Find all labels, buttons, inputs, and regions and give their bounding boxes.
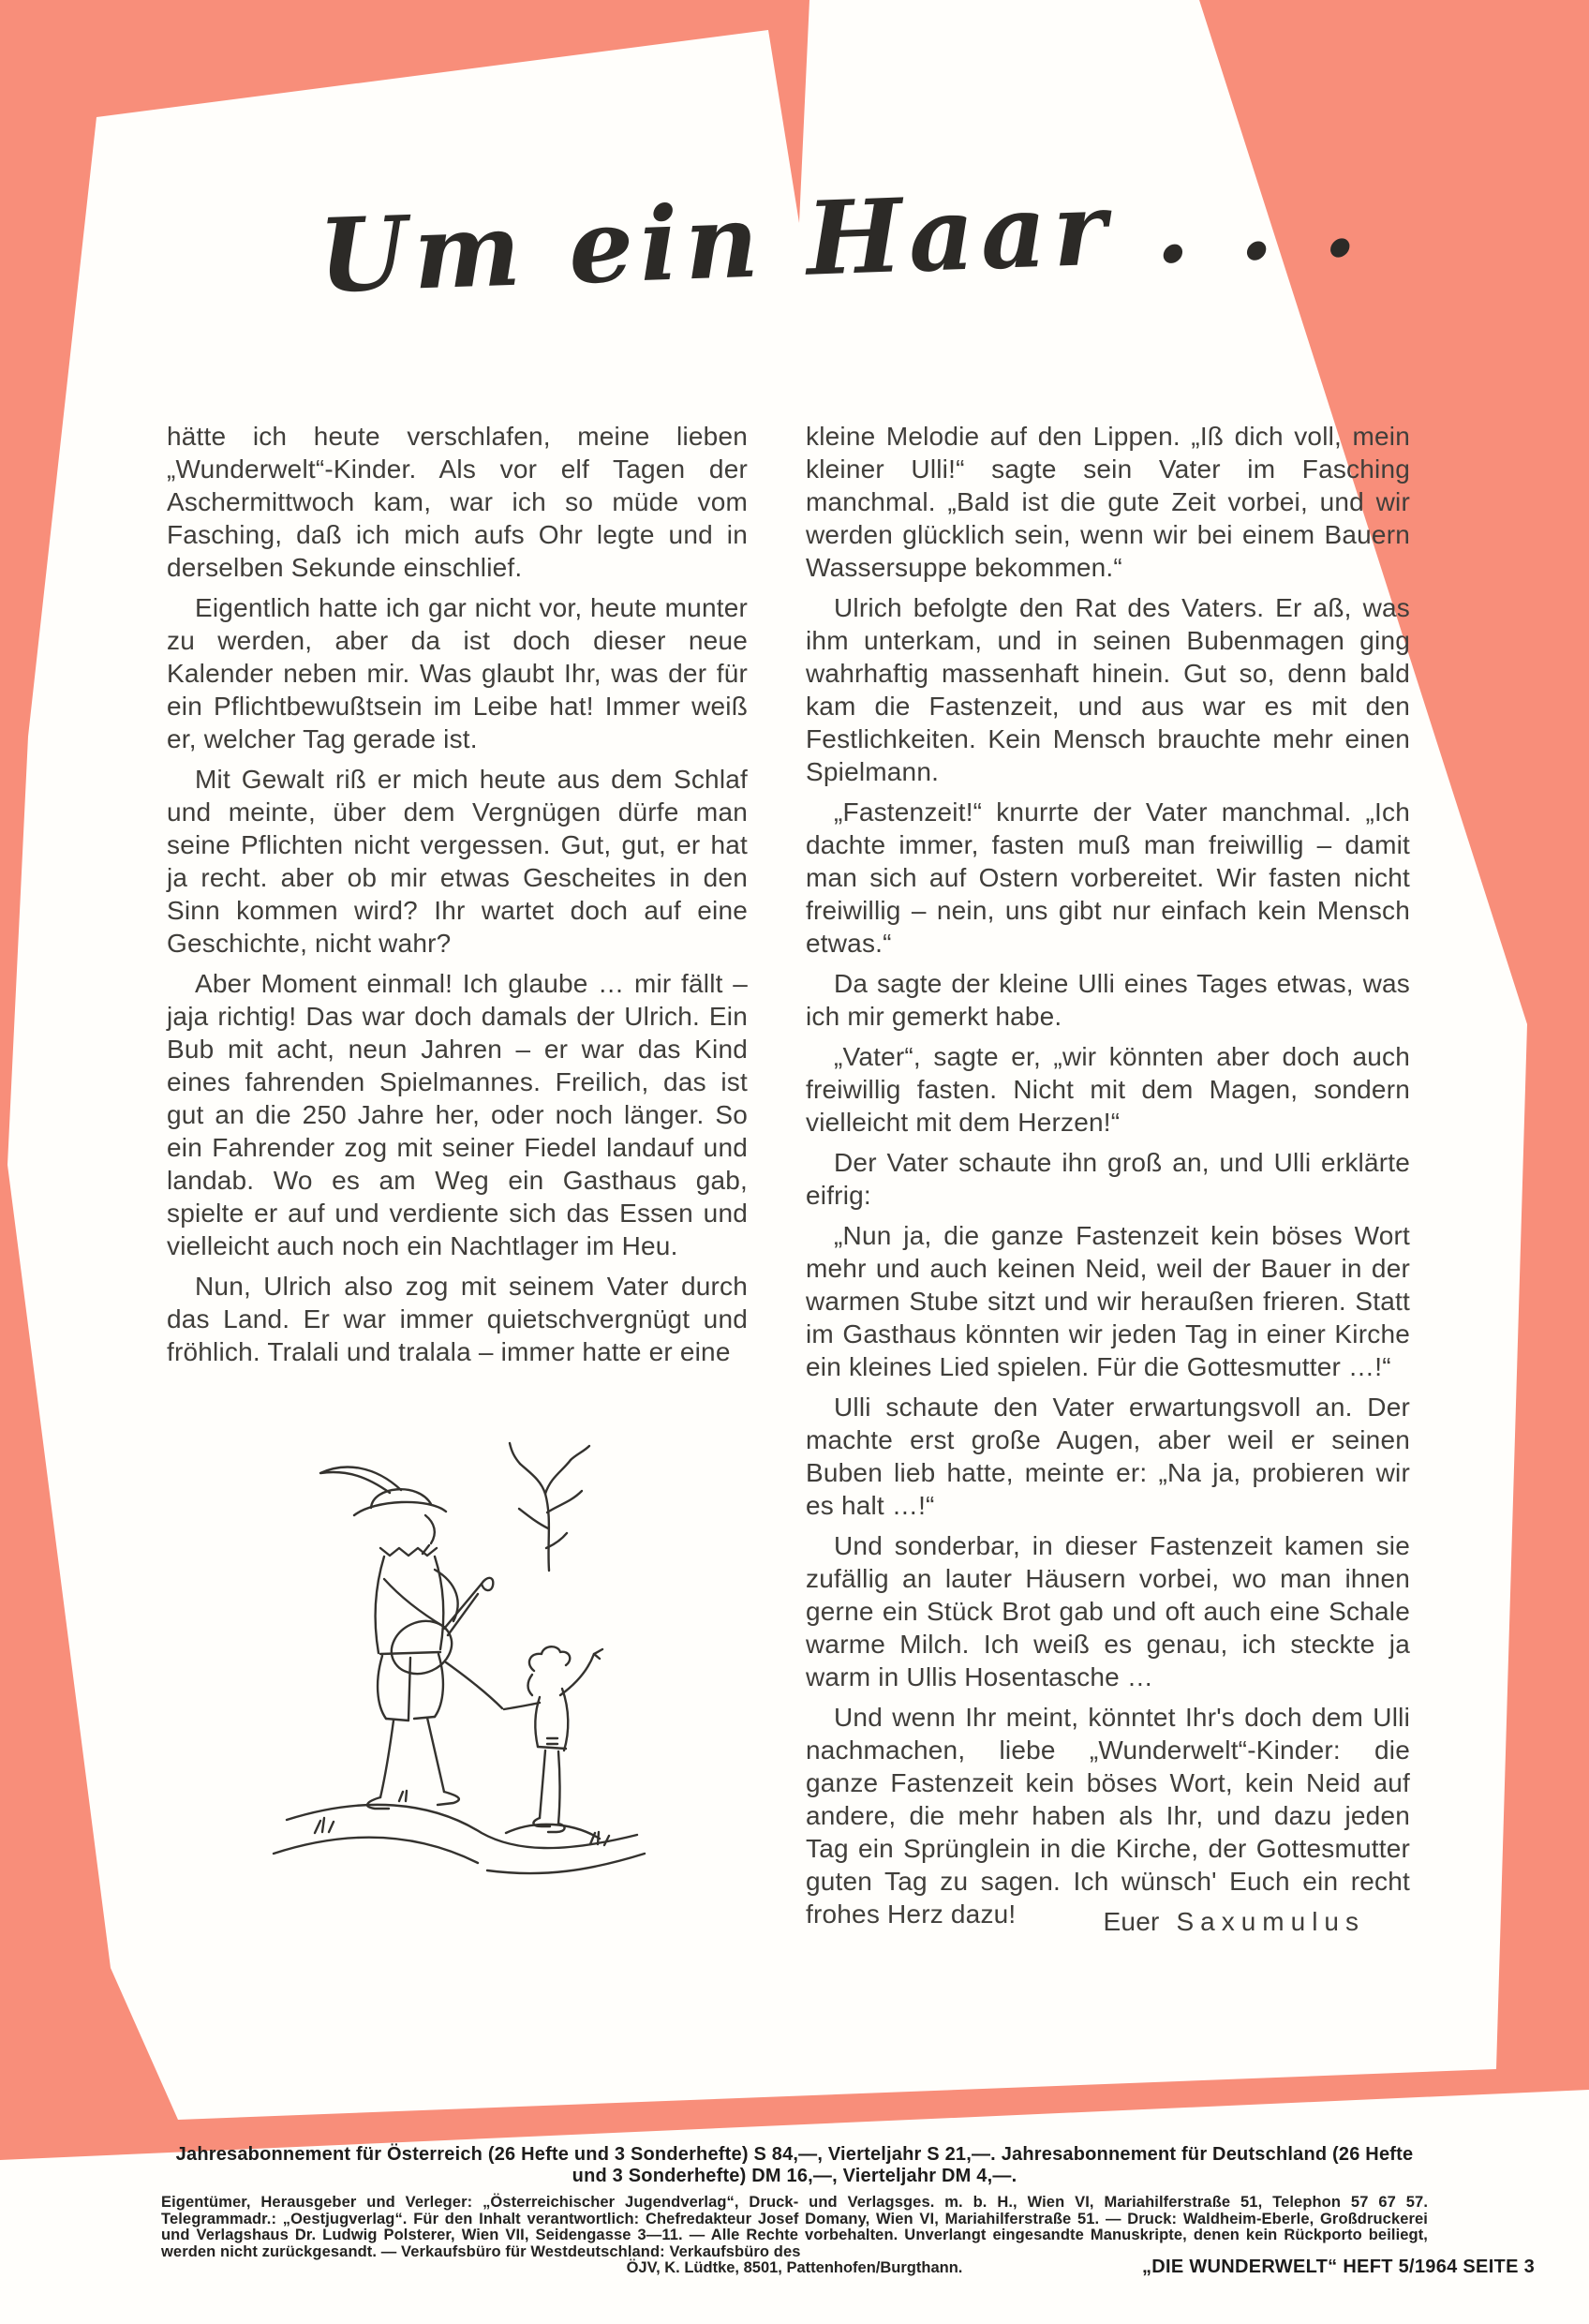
ground-drawing: [274, 1791, 645, 1873]
boy-figure: [504, 1646, 602, 1832]
story-paragraph: Ulli schaute den Vater erwartungsvoll an. Der machte erst große Augen, aber weil er seinen Buben lieb hatte, meinte er: „Na ja, probieren wir es halt …!“: [806, 1393, 1410, 1520]
father-figure: [320, 1467, 502, 1809]
signature-name: Saxumulus: [1176, 1907, 1365, 1936]
signature-prefix: Euer: [1103, 1907, 1160, 1936]
story-paragraph: hätte ich heute verschlafen, meine lieben „Wunderwelt“-Kinder. Als vor elf Tagen der Aschermittwoch kam, war ich so müde vom Fasching, daß ich mich aufs Ohr legte und in derselben Sekunde einschlief.: [167, 422, 748, 582]
story-column-left: [167, 420, 748, 1376]
subscription-info-line1: Jahresabonnement für Österreich (26 Hefte und 3 Sonderhefte) S 84,—, Vierteljahr S 21,—. Jahresabonnement für Deutschland (26 Hefte: [175, 2144, 1414, 2165]
story-paragraph: Aber Moment einmal! Ich glaube … mir fällt – jaja richtig! Das war doch damals der Ulrich. Ein Bub mit acht, neun Jahren – er war das Kind eines fahrenden Spielmannes. Freilich, das ist gut an die 250 Jahre her, oder noch länger. So ein Fahrender zog mit seiner Fiedel landauf und landab. Wo es am Weg ein Gasthaus gab, spielte er auf und verdiente sich das Essen und vielleicht auch noch ein Nachtlager im Heu.: [167, 969, 748, 1260]
story-paragraph: „Vater“, sagte er, „wir könnten aber doch auch freiwillig fasten. Nicht mit dem Magen, sondern vielleicht mit dem Herzen!“: [806, 1042, 1410, 1137]
magazine-issue-credit: „DIE WUNDERWELT“ HEFT 5/1964 SEITE 3: [1141, 2257, 1535, 2277]
imprint-text: Eigentümer, Herausgeber und Verleger: „Österreichischer Jugendverlag“, Druck- und Verlagsges. m. b. H., Wien VI, Mariahilferstraße 51, Telephon 57 67 57. Telegrammadr.: „Oestjugverlag“. Für den Inhalt verantwortlich: Chefredakteur Josef Domany, Wien VI, Mariahilferstraße 51. — Druck: Waldheim-Eberle, Großdruckerei und Verlagshaus Dr. Ludwig Polsterer, Wien VII, Seidengasse 3—11. — Alle Rechte vorbehalten. Unverlangt eingesandte Manuskripte, denen kein Rückporto beiliegt, werden nicht zurückgesandt. — Verkaufsbüro für Westdeutschland: Verkaufsbüro des: [161, 2194, 1428, 2260]
story-paragraph: Und wenn Ihr meint, könntet Ihr's doch dem Ulli nachmachen, liebe „Wunderwelt“-Kinder: die ganze Fastenzeit kein böses Wort, kein Neid auf andere, die mehr haben als Ihr, und dazu jeden Tag ein Sprünglein in die Kirche, der Gottesmutter guten Tag zu sagen. Ich wünsch' Euch ein recht frohes Herz dazu!: [806, 1703, 1410, 1929]
story-paragraph: Ulrich befolgte den Rat des Vaters. Er aß, was ihm unterkam, und in seinen Bubenmagen ging wahrhaftig massenhaft hinein. Gut so, denn bald kam die Fastenzeit, und aus war es mit den Festlichkeiten. Kein Mensch brauchte mehr einen Spielmann.: [806, 593, 1410, 786]
story-paragraph: Nun, Ulrich also zog mit seinem Vater durch das Land. Er war immer quietschvergnügt und fröhlich. Tralali und tralala – immer hatte er eine: [167, 1272, 748, 1366]
story-paragraph: Mit Gewalt riß er mich heute aus dem Schlaf und meinte, über dem Vergnügen dürfe man seine Pflichten nicht vergessen. Gut, gut, er hat ja recht. aber ob mir etwas Gescheites in den Sinn kommen wird? Ihr wartet doch auf eine Geschichte, nicht wahr?: [167, 765, 748, 958]
story-column-right: [806, 420, 1410, 1938]
minstrel-illustration: [260, 1428, 658, 1889]
subscription-info-line2: und 3 Sonderhefte) DM 16,—, Vierteljahr DM 4,—.: [572, 2166, 1017, 2186]
page-title: Um ein Haar . . .: [317, 161, 1366, 316]
story-paragraph: Der Vater schaute ihn groß an, und Ulli erklärte eifrig:: [806, 1148, 1410, 1210]
story-paragraph: „Nun ja, die ganze Fastenzeit kein böses Wort mehr und auch keinen Neid, weil der Bauer in der warmen Stube sitzt und wir heraußen frieren. Statt im Gasthaus könnten wir jeden Tag in einer Kirche ein kleines Lied spielen. Für die Gottesmutter …!“: [806, 1221, 1410, 1381]
story-paragraph: „Fastenzeit!“ knurrte der Vater manchmal. „Ich dachte immer, fasten muß man freiwillig – damit man sich auf Ostern vorbereitet. Wir fasten nicht freiwillig – nein, uns gibt nur einfach kein Mensch etwas.“: [806, 797, 1410, 958]
story-paragraph: Da sagte der kleine Ulli eines Tages etwas, was ich mir gemerkt habe.: [806, 969, 1410, 1031]
story-paragraph: Eigentlich hatte ich gar nicht vor, heute munter zu werden, aber da ist doch dieser neue Kalender neben mir. Was glaubt Ihr, was der für ein Pflichtbewußtsein im Leibe hat! Immer weiß er, welcher Tag gerade ist.: [167, 593, 748, 753]
imprint-text-last-line: ÖJV, K. Lüdtke, 8501, Pattenhofen/Burgthann.: [626, 2259, 963, 2276]
story-paragraph: Und sonderbar, in dieser Fastenzeit kamen sie zufällig an lauter Häusern vorbei, wo man ihnen gerne ein Stück Brot gab und oft auch eine Schale warme Milch. Ich weiß es genau, ich steckte ja warm in Ullis Hosentasche …: [806, 1531, 1410, 1691]
story-paragraph: kleine Melodie auf den Lippen. „Iß dich voll, mein kleiner Ulli!“ sagte sein Vater im Fasching manchmal. „Bald ist die gute Zeit vorbei, und wir werden glücklich sein, wenn wir bei einem Bauern Wassersuppe bekommen.“: [806, 422, 1410, 582]
tree-drawing: [510, 1443, 589, 1571]
